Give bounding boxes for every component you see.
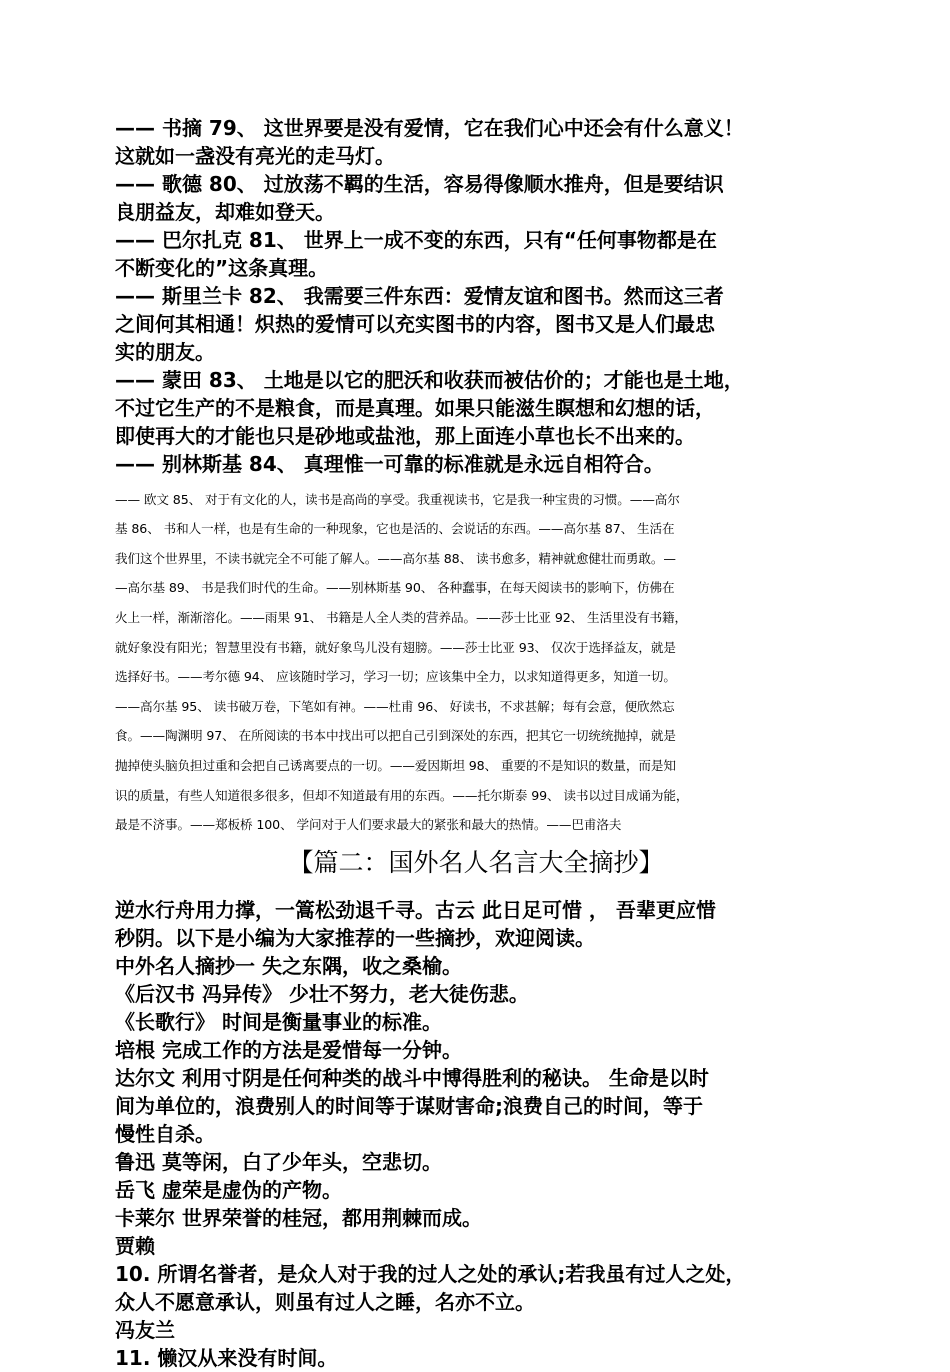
text-line: 间为单位的，浪费别人的时间等于谋财害命;浪费自己的时间，等于 xyxy=(115,1093,703,1118)
text-line: 贾赖 xyxy=(115,1233,155,1258)
text-line: 卡莱尔 世界荣誉的桂冠，都用荆棘而成。 xyxy=(115,1205,482,1230)
text-line: 冯友兰 xyxy=(115,1317,175,1342)
text-line: —— 欧文 85、 对于有文化的人，读书是高尚的享受。我重视读书，它是我一种宝贵的习惯。——高尔 xyxy=(115,491,680,507)
text-line: 中外名人摘抄一 失之东隅，收之桑榆。 xyxy=(115,953,462,978)
text-line: 不断变化的”这条真理。 xyxy=(115,256,329,280)
text-line: —— 蒙田 83、 土地是以它的肥沃和收获而被估价的；才能也是土地， xyxy=(115,368,744,392)
text-line: —— 书摘 79、 这世界要是没有爱情，它在我们心中还会有什么意义！ xyxy=(115,116,744,140)
text-line: 达尔文 利用寸阴是任何种类的战斗中博得胜利的秘诀。 生命是以时 xyxy=(115,1065,709,1090)
text-line: 慢性自杀。 xyxy=(115,1121,215,1146)
text-line: 《后汉书 冯异传》 少壮不努力，老大徒伤悲。 xyxy=(115,981,529,1006)
text-line: 众人不愿意承认，则虽有过人之睡，名亦不立。 xyxy=(115,1289,535,1314)
text-line: 火上一样，渐渐溶化。——雨果 91、 书籍是人全人类的营养品。——莎士比亚 92、 生活里没有书籍， xyxy=(115,609,688,625)
text-line: 11. 懒汉从来没有时间。 xyxy=(115,1345,338,1370)
text-line: —— 别林斯基 84、 真理惟一可靠的标准就是永远自相符合。 xyxy=(115,452,664,476)
text-line: 培根 完成工作的方法是爱惜每一分钟。 xyxy=(115,1037,462,1062)
text-line: —— 斯里兰卡 82、 我需要三件东西：爱情友谊和图书。然而这三者 xyxy=(115,284,724,308)
text-line: 基 86、 书和人一样，也是有生命的一种现象，它也是活的、会说话的东西。——高尔基 87、 生活在 xyxy=(115,521,675,537)
text-line: 这就如一盏没有亮光的走马灯。 xyxy=(115,144,395,168)
text-line: 之间何其相通！炽热的爱情可以充实图书的内容，图书又是人们最忠 xyxy=(115,312,715,336)
quotes-section-part-two xyxy=(115,896,837,1372)
text-line: 我们这个世界里，不读书就完全不可能了解人。——高尔基 88、 读书愈多，精神就愈健壮而勇敢。— xyxy=(115,550,676,566)
quotes-section-small xyxy=(115,491,837,834)
text-line: —— 歌德 80、 过放荡不羁的生活，容易得像顺水推舟，但是要结识 xyxy=(115,172,724,196)
text-line: 最是不济事。——郑板桥 100、 学问对于人们要求最大的紧张和最大的热情。——巴甫洛夫 xyxy=(115,817,622,833)
text-line: 就好象没有阳光；智慧里没有书籍，就好象鸟儿没有翅膀。——莎士比亚 93、 仅次于选择益友，就是 xyxy=(115,639,676,655)
text-line: 秒阴。以下是小编为大家推荐的一些摘抄，欢迎阅读。 xyxy=(115,925,595,950)
text-line: 实的朋友。 xyxy=(115,340,215,364)
text-line: 抛掉使头脑负担过重和会把自己诱离要点的一切。——爱因斯坦 98、 重要的不是知识的数量，而是知 xyxy=(115,757,676,773)
text-line: 良朋益友，却难如登天。 xyxy=(115,200,335,224)
text-line: 食。——陶渊明 97、 在所阅读的书本中找出可以把自己引到深处的东西，把其它一切统统抛掉，就是 xyxy=(115,728,676,744)
text-line: —— 巴尔扎克 81、 世界上一成不变的东西，只有“任何事物都是在 xyxy=(115,228,717,252)
document-page xyxy=(115,114,837,1372)
text-line: 选择好书。——考尔德 94、 应该随时学习，学习一切；应该集中全力，以求知道得更多，知道一切。 xyxy=(115,669,676,685)
text-line: 《长歌行》 时间是衡量事业的标准。 xyxy=(115,1009,442,1034)
section-heading: 【篇二：国外名人名言大全摘抄】 xyxy=(288,847,664,877)
text-line: ——高尔基 95、 读书破万卷，下笔如有神。——杜甫 96、 好读书，不求甚解；每有会意，便欣然忘 xyxy=(115,698,675,714)
text-line: 不过它生产的不是粮食，而是真理。如果只能滋生瞑想和幻想的话， xyxy=(115,396,715,420)
text-line: 识的质量，有些人知道很多很多，但却不知道最有用的东西。——托尔斯泰 99、 读书以过目成诵为能， xyxy=(115,787,689,803)
text-line: 岳飞 虚荣是虚伪的产物。 xyxy=(115,1177,342,1202)
text-line: 逆水行舟用力撑，一篙松劲退千寻。古云 此日足可惜 ， 吾辈更应惜 xyxy=(115,897,716,922)
text-line: 即使再大的才能也只是砂地或盐池，那上面连小草也长不出来的。 xyxy=(115,424,695,448)
text-line: —高尔基 89、 书是我们时代的生命。——别林斯基 90、 各种蠢事，在每天阅读书的影响下，仿佛在 xyxy=(115,580,675,596)
text-line: 鲁迅 莫等闲，白了少年头，空悲切。 xyxy=(115,1149,442,1174)
quotes-section-bold xyxy=(115,114,837,478)
text-line: 10. 所谓名誉者，是众人对于我的过人之处的承认;若我虽有过人之处， xyxy=(115,1261,746,1286)
